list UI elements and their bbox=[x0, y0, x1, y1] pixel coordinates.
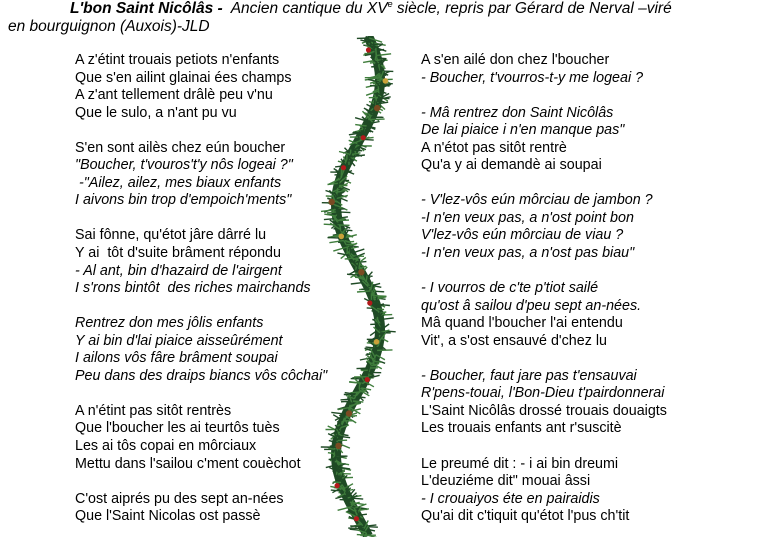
poem-subtitle: Ancien cantique du XVe siècle, repris par Gérard de Nerval –viré bbox=[230, 0, 672, 17]
verse-line: Mâ quand l'boucher l'ai entendu bbox=[421, 315, 623, 332]
stanza-gap bbox=[421, 175, 667, 193]
verse-line: A n'étint pas sitôt rentrès bbox=[75, 402, 232, 419]
verse-line: R'pens-touai, l'Bon-Dieu t'pairdonnerai bbox=[421, 385, 665, 402]
verse-line: A z'ant tellement drâlè peu v'nu bbox=[75, 87, 273, 104]
verse-line: Les trouais enfants ant r'suscitè bbox=[421, 420, 622, 437]
verse-line: Mettu dans l'sailou c'ment couèchot bbox=[75, 455, 301, 472]
verse-line: qu'ost â sailou d'peu sept an-nées. bbox=[421, 297, 642, 314]
verse-line: - Boucher, faut jare pas t'ensauvai bbox=[421, 367, 637, 384]
verse-line: - Mâ rentrez don Saint Nicôlâs bbox=[421, 104, 614, 121]
verse-line: "Boucher, t'vouros't'y nôs logeai ?" bbox=[75, 157, 293, 174]
verse-line: Que l'Saint Nicolas ost passè bbox=[75, 508, 261, 525]
verse-line: A s'en ailé don chez l'boucher bbox=[421, 52, 610, 68]
verse-line: - Boucher, t'vourros-t-y me logeai ? bbox=[421, 69, 644, 86]
verse-line: Que s'en ailint glainai ées champs bbox=[75, 69, 292, 86]
verse-line: Peu dans des draips biancs vôs côchai" bbox=[75, 367, 328, 384]
verse-line: - V'lez-vôs eún môrciau de jambon ? bbox=[421, 192, 653, 209]
stanza-gap bbox=[75, 385, 327, 403]
verse-line: I ailons vôs fâre brâment soupai bbox=[75, 350, 278, 367]
verse-line: - Al ant, bin d'hazaird de l'airgent bbox=[75, 262, 282, 279]
verse-line: Que l'boucher les ai teurtôs tuès bbox=[75, 420, 280, 437]
christmas-garland-image bbox=[318, 36, 398, 537]
verse-line: Les ai tôs copai en môrciaux bbox=[75, 438, 257, 455]
verse-line: Qu'a y ai demandè ai soupai bbox=[421, 157, 602, 174]
verse-line: - I vourros de c'te p'tiot sailé bbox=[421, 280, 599, 297]
stanza-gap bbox=[75, 210, 327, 228]
verse-line: -I n'en veux pas, a n'ost pas biau" bbox=[421, 245, 635, 262]
verse-line: Que le sulo, a n'ant pu vu bbox=[75, 104, 237, 121]
stanza-gap bbox=[75, 298, 327, 316]
verse-line: S'en sont ailès chez eún boucher bbox=[75, 139, 286, 156]
stanza-gap bbox=[421, 350, 667, 368]
verse-line: A z'étint trouais petiots n'enfants bbox=[75, 52, 280, 68]
verse-line: -"Ailez, ailez, mes biaux enfants bbox=[75, 174, 282, 191]
stanza-gap bbox=[421, 263, 667, 281]
header-line-1 bbox=[8, 0, 764, 18]
poem-title: L'bon Saint Nicôlâs - bbox=[70, 0, 223, 17]
stanza-gap bbox=[75, 122, 327, 140]
verse-line: Qu'ai dit c'tiquit qu'étot l'pus ch'tit bbox=[421, 508, 630, 525]
stanza-gap bbox=[75, 473, 327, 491]
header-line-2: en bourguignon (Auxois)-JLD bbox=[8, 18, 210, 35]
verse-line: Rentrez don mes jôlis enfants bbox=[75, 315, 264, 332]
verse-line: De lai piaice i n'en manque pas" bbox=[421, 122, 625, 139]
poem-header bbox=[8, 0, 764, 36]
stanza-gap bbox=[421, 438, 667, 456]
verse-line: A n'étot pas sitôt rentrè bbox=[421, 139, 567, 156]
verse-line: Le preumé dit : - i ai bin dreumi bbox=[421, 455, 619, 472]
verse-line: Vit', a s'ost ensauvé d'chez lu bbox=[421, 332, 607, 349]
verse-line: -I n'en veux pas, a n'ost point bon bbox=[421, 209, 634, 226]
verse-line: I s'rons bintôt des riches mairchands bbox=[75, 280, 311, 297]
verse-line: I aivons bin trop d'empoich'ments" bbox=[75, 192, 292, 209]
verse-line: V'lez-vôs eún môrciau de viau ? bbox=[421, 227, 624, 244]
stanza-gap bbox=[421, 87, 667, 105]
right-verse-column bbox=[421, 52, 667, 526]
verse-line: C'ost aiprés pu des sept an-nées bbox=[75, 490, 284, 507]
verse-line: Sai fônne, qu'étot jâre dârré lu bbox=[75, 227, 267, 244]
verse-line: L'deuziéme dit" mouai âssi bbox=[421, 473, 591, 490]
verse-line: - I crouaiyos éte en pairaidis bbox=[421, 490, 600, 507]
verse-line: Y ai tôt d'suite brâment répondu bbox=[75, 245, 281, 262]
left-verse-column bbox=[75, 52, 327, 526]
verse-line: Y ai bin d'lai piaice aisseûrément bbox=[75, 332, 283, 349]
verse-line: L'Saint Nicôlâs drossé trouais douaigts bbox=[421, 402, 667, 419]
